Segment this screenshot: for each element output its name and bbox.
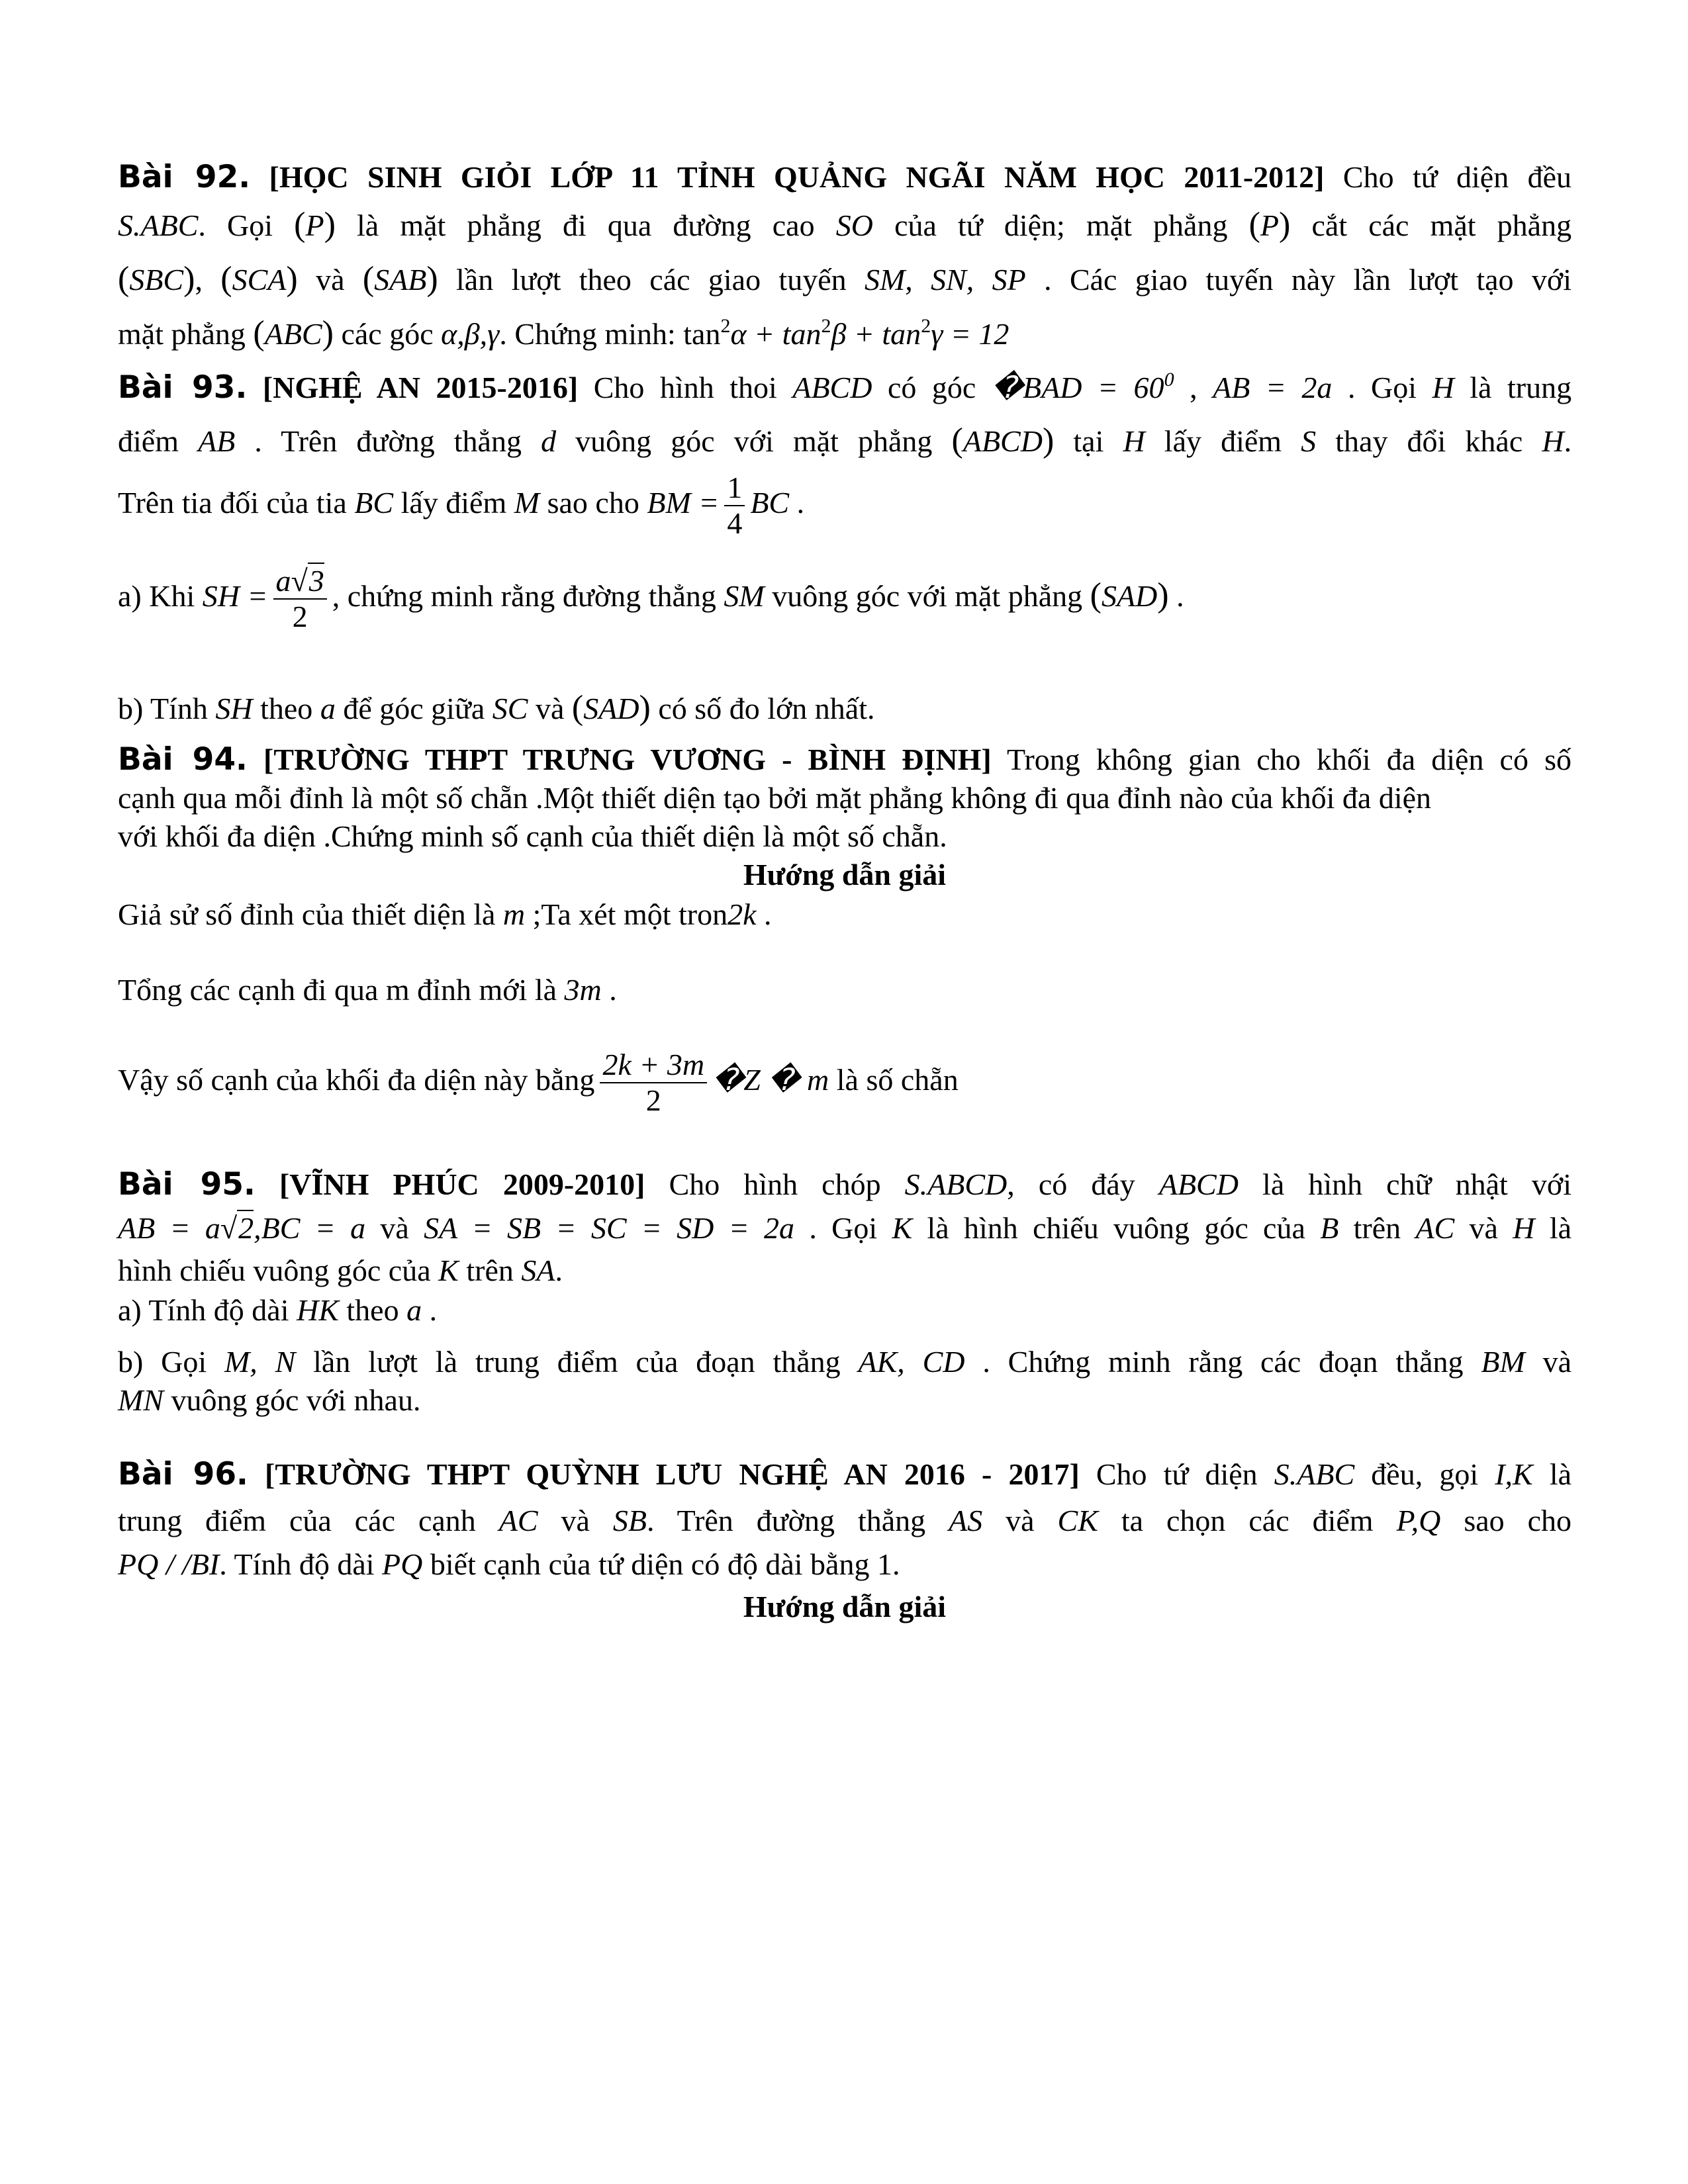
solution-heading-94: Hướng dẫn giải <box>743 858 947 891</box>
text: . Gọi <box>1347 371 1417 404</box>
math: SBC <box>129 263 184 296</box>
text: , có đáy <box>1007 1167 1135 1201</box>
math: H <box>1542 424 1564 458</box>
math: ) <box>324 206 336 244</box>
text: . <box>609 973 617 1007</box>
problem-95-part-a <box>118 1291 1571 1330</box>
solution-94-line-1 <box>118 895 1571 934</box>
math: MN <box>118 1383 164 1417</box>
text: là <box>1549 1211 1572 1245</box>
text: . <box>1176 579 1184 613</box>
problem-96-source: [TRƯỜNG THPT QUỲNH LƯU NGHỆ AN 2016 - 2017] <box>265 1457 1080 1491</box>
math: AB = 2a <box>1213 371 1333 404</box>
text: sao cho <box>547 486 639 520</box>
problem-95-source: [VĨNH PHÚC 2009-2010] <box>279 1167 645 1201</box>
problem-94-line-1 <box>118 740 1571 780</box>
fraction: $\frac{2k + 3m}{2}$ <box>600 1048 707 1118</box>
math: AB = a√2,BC = a <box>118 1211 366 1245</box>
problem-94-line-2: cạnh qua mỗi đỉnh là một số chẵn .Một thiết diện tạo bởi mặt phẳng không đi qua đỉnh nào của khối đa diện <box>118 781 1432 815</box>
problem-93-source: [NGHỆ AN 2015-2016] <box>262 371 579 404</box>
solution-94-line-3 <box>118 1040 1571 1120</box>
problem-94-label: Bài 94. <box>118 741 248 778</box>
text: và <box>535 692 565 725</box>
text: các góc <box>341 317 434 351</box>
text: , chứng minh rằng đường thẳng <box>332 579 716 613</box>
fraction: $\frac{a√3}{2}$ <box>273 564 327 634</box>
text: a) Khi <box>118 579 195 613</box>
text: là hình chữ nhật với <box>1262 1167 1571 1201</box>
text: trên <box>1353 1211 1401 1245</box>
math: ( <box>294 206 306 244</box>
math: ) <box>426 260 438 298</box>
math: BC <box>354 486 394 520</box>
problem-95-label: Bài 95. <box>118 1166 256 1203</box>
problem-96-label: Bài 96. <box>118 1456 248 1492</box>
math: K <box>892 1211 913 1245</box>
text: . Gọi <box>198 208 273 242</box>
text: đều, gọi <box>1371 1457 1479 1491</box>
problem-93-part-a <box>118 556 1571 635</box>
text: vuông góc với mặt phẳng <box>575 424 933 458</box>
text: b) Gọi <box>118 1345 207 1379</box>
math: S.ABC <box>1274 1457 1355 1491</box>
problem-95-part-b-line-2 <box>118 1381 1571 1420</box>
text: lấy điểm <box>400 486 507 520</box>
text: theo <box>346 1293 399 1327</box>
text: lần lượt theo các giao tuyến <box>456 263 847 296</box>
text: vuông góc với nhau. <box>171 1383 421 1417</box>
math: M <box>514 486 540 520</box>
math: M, N <box>224 1345 296 1379</box>
text: b) Tính <box>118 692 208 725</box>
math: CK <box>1057 1504 1098 1537</box>
math: H <box>1432 371 1454 404</box>
math: SC <box>492 692 528 725</box>
text: vuông góc với mặt phẳng <box>772 579 1083 613</box>
solution-94-line-2 <box>118 970 1571 1010</box>
math: �BAD = $60^0$ <box>991 369 1174 404</box>
math: ( <box>220 260 232 298</box>
text: lần lượt là trung điểm của đoạn thẳng <box>313 1345 841 1379</box>
text: . Trên đường thẳng <box>646 1504 926 1537</box>
math: I,K <box>1495 1457 1533 1491</box>
math: ) <box>286 260 298 298</box>
text: . Trên đường thẳng <box>254 424 522 458</box>
math: PQ <box>382 1547 423 1581</box>
math: AC <box>1415 1211 1455 1245</box>
text: . <box>796 486 805 520</box>
text: Vậy số cạnh của khối đa diện này bằng <box>118 1063 595 1097</box>
text: hình chiếu vuông góc của <box>118 1253 431 1287</box>
text: . <box>1564 424 1572 458</box>
math: 3m <box>564 973 602 1007</box>
text: Giả sử số đỉnh của thiết diện là <box>118 897 496 931</box>
math: S.ABC <box>118 208 199 242</box>
math: AK, CD <box>858 1345 965 1379</box>
math: P <box>1260 208 1280 242</box>
math: H <box>1513 1211 1535 1245</box>
math: HK <box>296 1293 339 1327</box>
math: SM, SN, SP <box>864 263 1026 296</box>
text: . <box>764 897 772 931</box>
text: ;Ta xét một tron <box>532 897 728 931</box>
text: tại <box>1073 424 1104 458</box>
math: ) <box>322 314 334 352</box>
text: . Các giao tuyến này lần lượt tạo với <box>1044 263 1571 296</box>
text: và <box>316 263 345 296</box>
text: trung điểm của các cạnh <box>118 1504 476 1537</box>
math: ABCD <box>792 371 872 404</box>
text: là hình chiếu vuông góc của <box>927 1211 1305 1245</box>
math: ( <box>1248 206 1260 244</box>
text: . <box>429 1293 438 1327</box>
math: BC <box>750 486 790 520</box>
text: mặt phẳng <box>118 317 246 351</box>
text: Trên tia đối của tia <box>118 486 347 520</box>
problem-96-line-1 <box>118 1455 1571 1494</box>
math: ) <box>1042 422 1055 459</box>
text: . Tính độ dài <box>219 1547 375 1581</box>
math: m <box>807 1063 829 1097</box>
text: của tứ diện; mặt phẳng <box>894 208 1228 242</box>
math: SAD <box>1101 579 1158 613</box>
problem-92-label: Bài 92. <box>118 159 251 195</box>
problem-95-line-2 <box>118 1208 1571 1248</box>
text: có góc <box>887 371 976 404</box>
math: AS <box>949 1504 983 1537</box>
text: theo <box>260 692 313 725</box>
problem-92-line-1 <box>118 158 1571 197</box>
math: α,β,γ <box>441 317 500 351</box>
text: ta chọn các điểm <box>1121 1504 1374 1537</box>
problem-95-line-3 <box>118 1251 1571 1291</box>
text: . Gọi <box>809 1211 878 1245</box>
text: Trong không gian cho khối đa diện có số <box>1006 743 1571 776</box>
math: SAB <box>374 263 427 296</box>
math: SM <box>724 579 765 613</box>
math: BM <box>1481 1345 1525 1379</box>
math: S <box>1301 424 1317 458</box>
problem-92-line-2 <box>118 205 1571 246</box>
math: P <box>305 208 324 242</box>
math: AC <box>498 1504 538 1537</box>
text: và <box>1469 1211 1498 1245</box>
math: ABCD <box>962 424 1043 458</box>
text: . <box>555 1253 563 1287</box>
problem-93-line-2 <box>118 421 1571 461</box>
math: a <box>406 1293 422 1327</box>
text: . Chứng minh rằng các đoạn thẳng <box>982 1345 1464 1379</box>
math: ) <box>639 689 651 727</box>
problem-93-label: Bài 93. <box>118 369 248 406</box>
text: biết cạnh của tứ diện có độ dài bằng 1. <box>430 1547 900 1581</box>
math: a <box>320 692 336 725</box>
math: SA <box>521 1253 555 1287</box>
text: là số chẵn <box>836 1063 959 1097</box>
math: ) <box>183 260 195 298</box>
fraction: $\frac{1}{4}$ <box>724 471 745 541</box>
math: m <box>502 897 526 931</box>
problem-95-part-b-line-1 <box>118 1342 1571 1382</box>
math: SO <box>835 208 873 242</box>
text: Cho tứ diện <box>1096 1457 1258 1491</box>
math: SCA <box>232 263 287 296</box>
math: d <box>541 424 557 458</box>
math: ( <box>571 689 584 727</box>
problem-93-line-1 <box>118 368 1571 408</box>
text: Cho hình chóp <box>669 1167 881 1201</box>
problem-92-line-3: (SBC), (SCA) và (SAB) lần lượt theo các giao tuyến SM, SN, SP . Các giao tuyến này lần lượt tạo với <box>118 260 1571 298</box>
math: B <box>1320 1211 1339 1245</box>
text: có số đo lớn nhất. <box>658 692 875 725</box>
text: cắt các mặt phẳng <box>1311 208 1572 242</box>
math: SH <box>215 692 253 725</box>
math: ( <box>951 422 963 459</box>
math: SA = SB = SC = SD = 2a <box>424 1211 795 1245</box>
text: Cho tứ diện đều <box>1342 160 1572 194</box>
text: và <box>1006 1504 1035 1537</box>
text: là mặt phẳng đi qua đường cao <box>357 208 815 242</box>
math: SH = <box>202 579 268 613</box>
math: ) <box>1157 576 1169 614</box>
math: ) <box>1279 206 1291 244</box>
equation: $\tan^2\alpha + \tan^2\beta + \tan^2\gamma = 12$ <box>683 315 1009 351</box>
problem-93-part-b <box>118 688 1571 729</box>
text: điểm <box>118 424 179 458</box>
text: là <box>1549 1457 1572 1491</box>
problem-94-line-3: với khối đa diện .Chứng minh số cạnh của thiết diện là một số chẵn. <box>118 819 947 853</box>
math: ( <box>362 260 375 298</box>
text: thay đổi khác <box>1335 424 1523 458</box>
problem-96-line-3 <box>118 1545 1571 1584</box>
text: , <box>1190 371 1197 404</box>
math: H <box>1123 424 1145 458</box>
problem-92-line-4 <box>118 314 1571 354</box>
text: a) Tính độ dài <box>118 1293 289 1327</box>
math: ( <box>253 314 265 352</box>
text: và <box>561 1504 590 1537</box>
math: ABC <box>264 317 322 351</box>
problem-94-source: [TRƯỜNG THPT TRƯNG VƯƠNG - BÌNH ĐỊNH] <box>263 743 992 776</box>
text: và <box>380 1211 409 1245</box>
math: SAD <box>583 692 639 725</box>
text: Cho hình thoi <box>593 371 777 404</box>
math: 2k <box>727 897 757 931</box>
text: và <box>1542 1345 1572 1379</box>
math: P,Q <box>1396 1504 1441 1537</box>
problem-93-line-3 <box>118 470 1571 541</box>
math: PQ / /BI <box>118 1547 220 1581</box>
math: �Z � <box>712 1063 800 1097</box>
problem-95-line-1 <box>118 1165 1571 1205</box>
text: . Chứng minh: <box>499 317 676 351</box>
math: S.ABCD <box>904 1167 1008 1201</box>
text: Tổng các cạnh đi qua m đỉnh mới là <box>118 973 557 1007</box>
solution-heading-96: Hướng dẫn giải <box>743 1590 947 1623</box>
text: để góc giữa <box>343 692 485 725</box>
math: SB <box>612 1504 647 1537</box>
text: sao cho <box>1464 1504 1572 1537</box>
problem-92-source: [HỌC SINH GIỎI LỚP 11 TỈNH QUẢNG NGÃI NĂM HỌC 2011-2012] <box>269 160 1325 194</box>
math: ( <box>1090 576 1102 614</box>
problem-96-line-2 <box>118 1501 1571 1541</box>
math: ( <box>118 260 130 298</box>
math: AB <box>198 424 236 458</box>
math: BM = <box>647 486 720 520</box>
text: trên <box>466 1253 514 1287</box>
text: là trung <box>1470 371 1572 404</box>
math: ABCD <box>1158 1167 1239 1201</box>
text: lấy điểm <box>1164 424 1282 458</box>
math: K <box>438 1253 459 1287</box>
